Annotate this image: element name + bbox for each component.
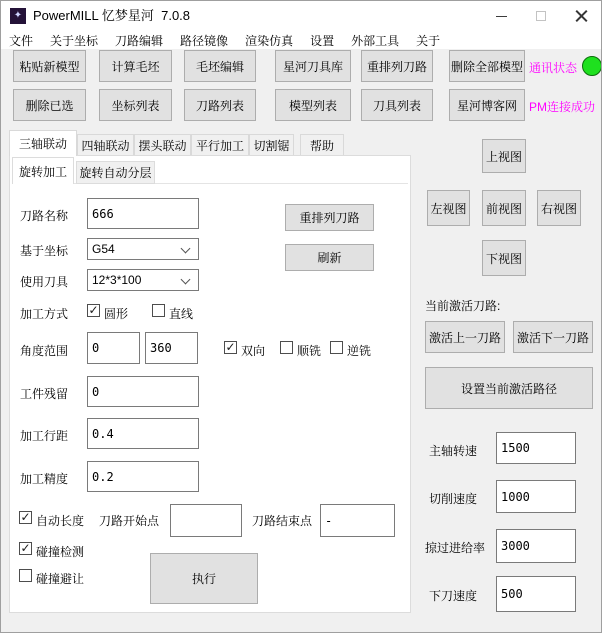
toolpath-list-button[interactable]: 刀路列表 — [184, 89, 256, 121]
tolerance-label: 加工精度 — [20, 472, 69, 486]
tool-list-button[interactable]: 刀具列表 — [361, 89, 433, 121]
conventional-mill-checkbox[interactable] — [330, 341, 343, 354]
plunge-speed-label: 下刀速度 — [429, 589, 478, 603]
plunge-speed-input[interactable] — [496, 576, 576, 612]
view-front-button[interactable]: 前视图 — [482, 190, 526, 226]
maximize-icon — [536, 11, 546, 21]
auto-length-checkbox[interactable] — [19, 511, 32, 524]
refresh-button[interactable]: 刷新 — [285, 244, 374, 271]
rapid-feed-label: 掠过进给率 — [425, 541, 486, 555]
tab-4axis[interactable]: 四轴联动 — [77, 134, 134, 156]
tab-saw[interactable]: 切割锯 — [249, 134, 294, 156]
stepover-input[interactable] — [87, 418, 199, 449]
comm-status-label: 通讯状态 — [529, 61, 578, 75]
coord-system-label: 基于坐标 — [20, 244, 69, 258]
tab-help[interactable]: 帮助 — [300, 134, 344, 156]
circular-label: 圆形 — [104, 307, 129, 321]
paste-new-model-button[interactable]: 粘贴新模型 — [13, 50, 86, 82]
rapid-feed-input[interactable] — [496, 529, 576, 563]
menu-item-settings[interactable]: 设置 — [310, 33, 335, 48]
model-list-button[interactable]: 模型列表 — [275, 89, 351, 121]
toolpath-name-label: 刀路名称 — [20, 209, 69, 223]
tool-value: 12*3*100 — [92, 273, 142, 287]
chevron-down-icon — [181, 275, 191, 285]
climb-mill-checkbox[interactable] — [280, 341, 293, 354]
execute-button[interactable]: 执行 — [150, 553, 258, 604]
coord-list-button[interactable]: 坐标列表 — [99, 89, 172, 121]
maximize-button[interactable] — [524, 1, 558, 31]
collision-detect-checkbox[interactable] — [19, 542, 32, 555]
view-left-button[interactable]: 左视图 — [427, 190, 470, 226]
menu-item-path-mirror[interactable]: 路径镜像 — [180, 33, 229, 48]
tab-swivel[interactable]: 摆头联动 — [134, 134, 191, 156]
stepover-label: 加工行距 — [20, 429, 69, 443]
stock-edit-button[interactable]: 毛坯编辑 — [184, 50, 256, 82]
chevron-down-icon — [181, 244, 191, 254]
reorder-toolpaths-top-button[interactable]: 重排列刀路 — [361, 50, 433, 82]
view-bottom-button[interactable]: 下视图 — [482, 240, 526, 276]
tab-3axis[interactable]: 三轴联动 — [9, 130, 77, 156]
set-active-path-button[interactable]: 设置当前激活路径 — [425, 367, 593, 409]
title-bar — [1, 1, 601, 31]
collision-avoid-label: 碰撞避让 — [36, 572, 85, 586]
menu-item-about[interactable]: 关于 — [416, 33, 441, 48]
tool-label: 使用刀具 — [20, 275, 69, 289]
tab-parallel[interactable]: 平行加工 — [191, 134, 249, 156]
view-top-button[interactable]: 上视图 — [482, 139, 526, 173]
subtab-rotary[interactable]: 旋转加工 — [12, 157, 74, 184]
view-right-button[interactable]: 右视图 — [537, 190, 581, 226]
cutting-speed-label: 切削速度 — [429, 492, 478, 506]
compute-stock-button[interactable]: 计算毛坯 — [99, 50, 172, 82]
end-point-label: 刀路结束点 — [252, 514, 313, 528]
collision-avoid-checkbox[interactable] — [19, 569, 32, 582]
minimize-icon — [496, 16, 507, 17]
spindle-speed-label: 主轴转速 — [429, 444, 478, 458]
delete-selected-button[interactable]: 删除已选 — [13, 89, 86, 121]
menu-item-toolpath-edit[interactable]: 刀路编辑 — [115, 33, 164, 48]
toolpath-name-input[interactable] — [87, 198, 199, 229]
comm-status-indicator — [582, 56, 602, 76]
tool-select[interactable] — [87, 269, 199, 291]
start-point-input[interactable] — [170, 504, 242, 537]
menu-bar — [1, 31, 601, 49]
climb-mill-label: 顺铣 — [297, 344, 322, 358]
delete-all-models-button[interactable]: 删除全部模型 — [449, 50, 525, 82]
window-title: PowerMILL 忆梦星河 7.0.8 — [33, 8, 191, 23]
conventional-mill-label: 逆铣 — [347, 344, 372, 358]
angle-range-label: 角度范围 — [20, 344, 69, 358]
machining-mode-label: 加工方式 — [20, 307, 69, 321]
cutting-speed-input[interactable] — [496, 480, 576, 513]
minimize-button[interactable] — [484, 1, 518, 31]
close-button[interactable] — [564, 1, 598, 31]
line-label: 直线 — [169, 307, 194, 321]
reorder-toolpaths-button[interactable]: 重排列刀路 — [285, 204, 374, 231]
app-icon: ✦ — [10, 8, 26, 24]
start-point-label: 刀路开始点 — [99, 514, 160, 528]
menu-item-coords[interactable]: 关于坐标 — [50, 33, 99, 48]
xinghe-blog-button[interactable]: 星河博客网 — [449, 89, 525, 121]
tolerance-input[interactable] — [87, 461, 199, 492]
collision-detect-label: 碰撞检测 — [36, 545, 85, 559]
subtab-rotary-auto-layer[interactable]: 旋转自动分层 — [76, 161, 155, 184]
auto-length-label: 自动长度 — [36, 514, 85, 528]
angle-to-input[interactable] — [145, 332, 198, 364]
stock-remain-input[interactable] — [87, 376, 199, 407]
spindle-speed-input[interactable] — [496, 432, 576, 464]
end-point-input[interactable] — [320, 504, 395, 537]
activate-next-toolpath-button[interactable]: 激活下一刀路 — [513, 321, 593, 353]
menu-item-file[interactable]: 文件 — [9, 33, 34, 48]
stock-remain-label: 工件残留 — [20, 387, 69, 401]
line-checkbox[interactable] — [152, 304, 165, 317]
menu-item-external-tools[interactable]: 外部工具 — [351, 33, 400, 48]
bidirectional-checkbox[interactable] — [224, 341, 237, 354]
circular-checkbox[interactable] — [87, 304, 100, 317]
coord-system-value: G54 — [92, 242, 115, 256]
xinghe-tool-library-button[interactable]: 星河刀具库 — [275, 50, 351, 82]
pm-status-label: PM连接成功 — [529, 100, 596, 114]
menu-item-render-sim[interactable]: 渲染仿真 — [245, 33, 294, 48]
bidirectional-label: 双向 — [241, 344, 266, 358]
activate-prev-toolpath-button[interactable]: 激活上一刀路 — [425, 321, 505, 353]
active-toolpath-label: 当前激活刀路: — [425, 299, 501, 313]
angle-from-input[interactable] — [87, 332, 140, 364]
tab-page-3axis — [9, 155, 411, 613]
coord-system-select[interactable] — [87, 238, 199, 260]
